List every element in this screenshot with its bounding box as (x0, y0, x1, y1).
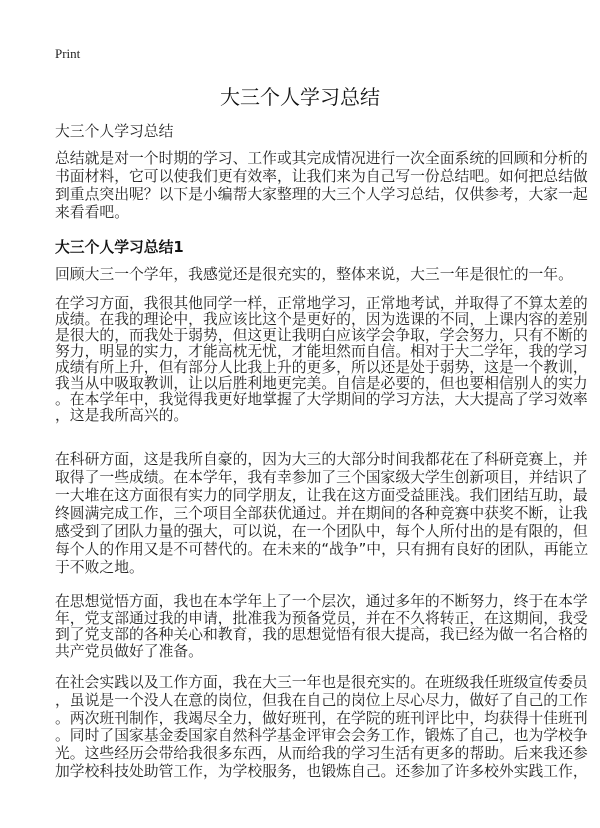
text-line: 是很大的，而我处于弱势，但这更让我明白应该学会争取，学会努力，只有不断的 (55, 327, 588, 344)
paragraph-practice (55, 674, 588, 781)
text-line: 在学习方面，我很其他同学一样，正常地学习，正常地考试，并取得了不算太差的 (55, 295, 588, 312)
text-line: 。两次班刊制作，我竭尽全力，做好班刊，在学院的班刊评比中，均获得十佳班刊 (55, 709, 588, 727)
text-line: 每个人的作用又是不可替代的。在未来的“战争”中，只有拥有良好的团队，再能立 (55, 541, 589, 558)
paragraph-study (55, 295, 588, 424)
text-line: 总结就是对一个时期的学习、工作或其完成情况进行一次全面系统的回顾和分析的 (55, 150, 588, 167)
text-line: 。在本学年中，我觉得我更好地掌握了大学期间的学习方法，大大提高了学习效率 (55, 391, 588, 408)
subtitle: 大三个人学习总结 (55, 123, 174, 140)
text-line: 书面材料，它可以使我们更有效率，让我们来为自己写一份总结吧。如何把总结做 (55, 168, 588, 185)
text-line: 于不败之地。 (55, 559, 144, 576)
text-line: 成绩有所上升，但有部分人比我上升的更多，所以还是处于弱势，这是一个教训， (55, 359, 588, 376)
text-line: 成绩。在我的理论中，我应该比这个是更好的，因为选课的不同，上课内容的差别 (55, 311, 588, 328)
text-line: 终圆满完成工作，三个项目全部获优通过。并在期间的各种竞赛中获奖不断，让我 (55, 505, 588, 522)
paragraph-research (55, 451, 589, 577)
text-line: 来看看吧。 (55, 204, 129, 221)
text-line: 年，党支部通过我的申请，批准我为预备党员，并在不久将转正，在这期间，我受 (55, 609, 588, 627)
text-line: 到重点突出呢？以下是小编帮大家整理的大三个人学习总结，仅供参考，大家一起 (55, 186, 588, 203)
page-title: 大三个人学习总结 (220, 85, 380, 109)
text-line: ，这是我所高兴的。 (55, 407, 189, 424)
text-line: 到了党支部的各种关心和教育，我的思想觉悟有很大提高，我已经为做一名合格的 (55, 626, 588, 644)
text-line: 共产党员做好了准备。 (55, 643, 203, 661)
text-line: 在社会实践以及工作方面，我在大三一年也是很充实的。在班级我任班级宣传委员 (55, 674, 588, 691)
paragraph-ideology (55, 593, 588, 661)
text-line: 我当从中吸取教训，让以后胜利地更完美。自信是必要的，但也要相信别人的实力 (55, 375, 588, 392)
text-line: 加学校科技处助管工作，为学校服务，也锻炼自己。还参加了许多校外实践工作， (55, 762, 588, 780)
text-line: 。同时了国家基金委国家自然科学基金评审会会务工作，锻炼了自己，也为学校争 (55, 727, 588, 745)
paragraph-review (55, 266, 573, 283)
section-heading: 大三个人学习总结1 (55, 239, 184, 256)
text-line: 努力，明显的实力，才能高枕无忧，才能坦然而自信。相对于大二学年，我的学习 (55, 343, 588, 360)
text-line: 感受到了团队力量的强大，可以说，在一个团队中，每个人所付出的是有限的，但 (55, 523, 588, 540)
intro-paragraph (55, 150, 588, 222)
text-line: 一大堆在这方面很有实力的同学朋友，让我在这方面受益匪浅。我们团结互助，最 (55, 487, 588, 504)
text-line: 回顾大三一个学年，我感觉还是很充实的，整体来说，大三一年是很忙的一年。 (55, 266, 573, 283)
text-line: 在科研方面，这是我所自豪的，因为大三的大部分时间我都花在了科研竞赛上，并 (55, 451, 588, 468)
print-link[interactable]: Print (55, 46, 81, 61)
text-line: ，虽说是一个没人在意的岗位，但我在自己的岗位上尽心尽力，做好了自己的工作 (55, 691, 588, 709)
text-line: 取得了一些成绩。在本学年，我有幸参加了三个国家级大学生创新项目，并结识了 (55, 469, 588, 486)
text-line: 在思想觉悟方面，我也在本学年上了一个层次，通过多年的不断努力，终于在本学 (55, 593, 588, 610)
text-line: 光。这些经历会带给我很多东西，从而给我的学习生活有更多的帮助。后来我还参 (55, 745, 588, 763)
